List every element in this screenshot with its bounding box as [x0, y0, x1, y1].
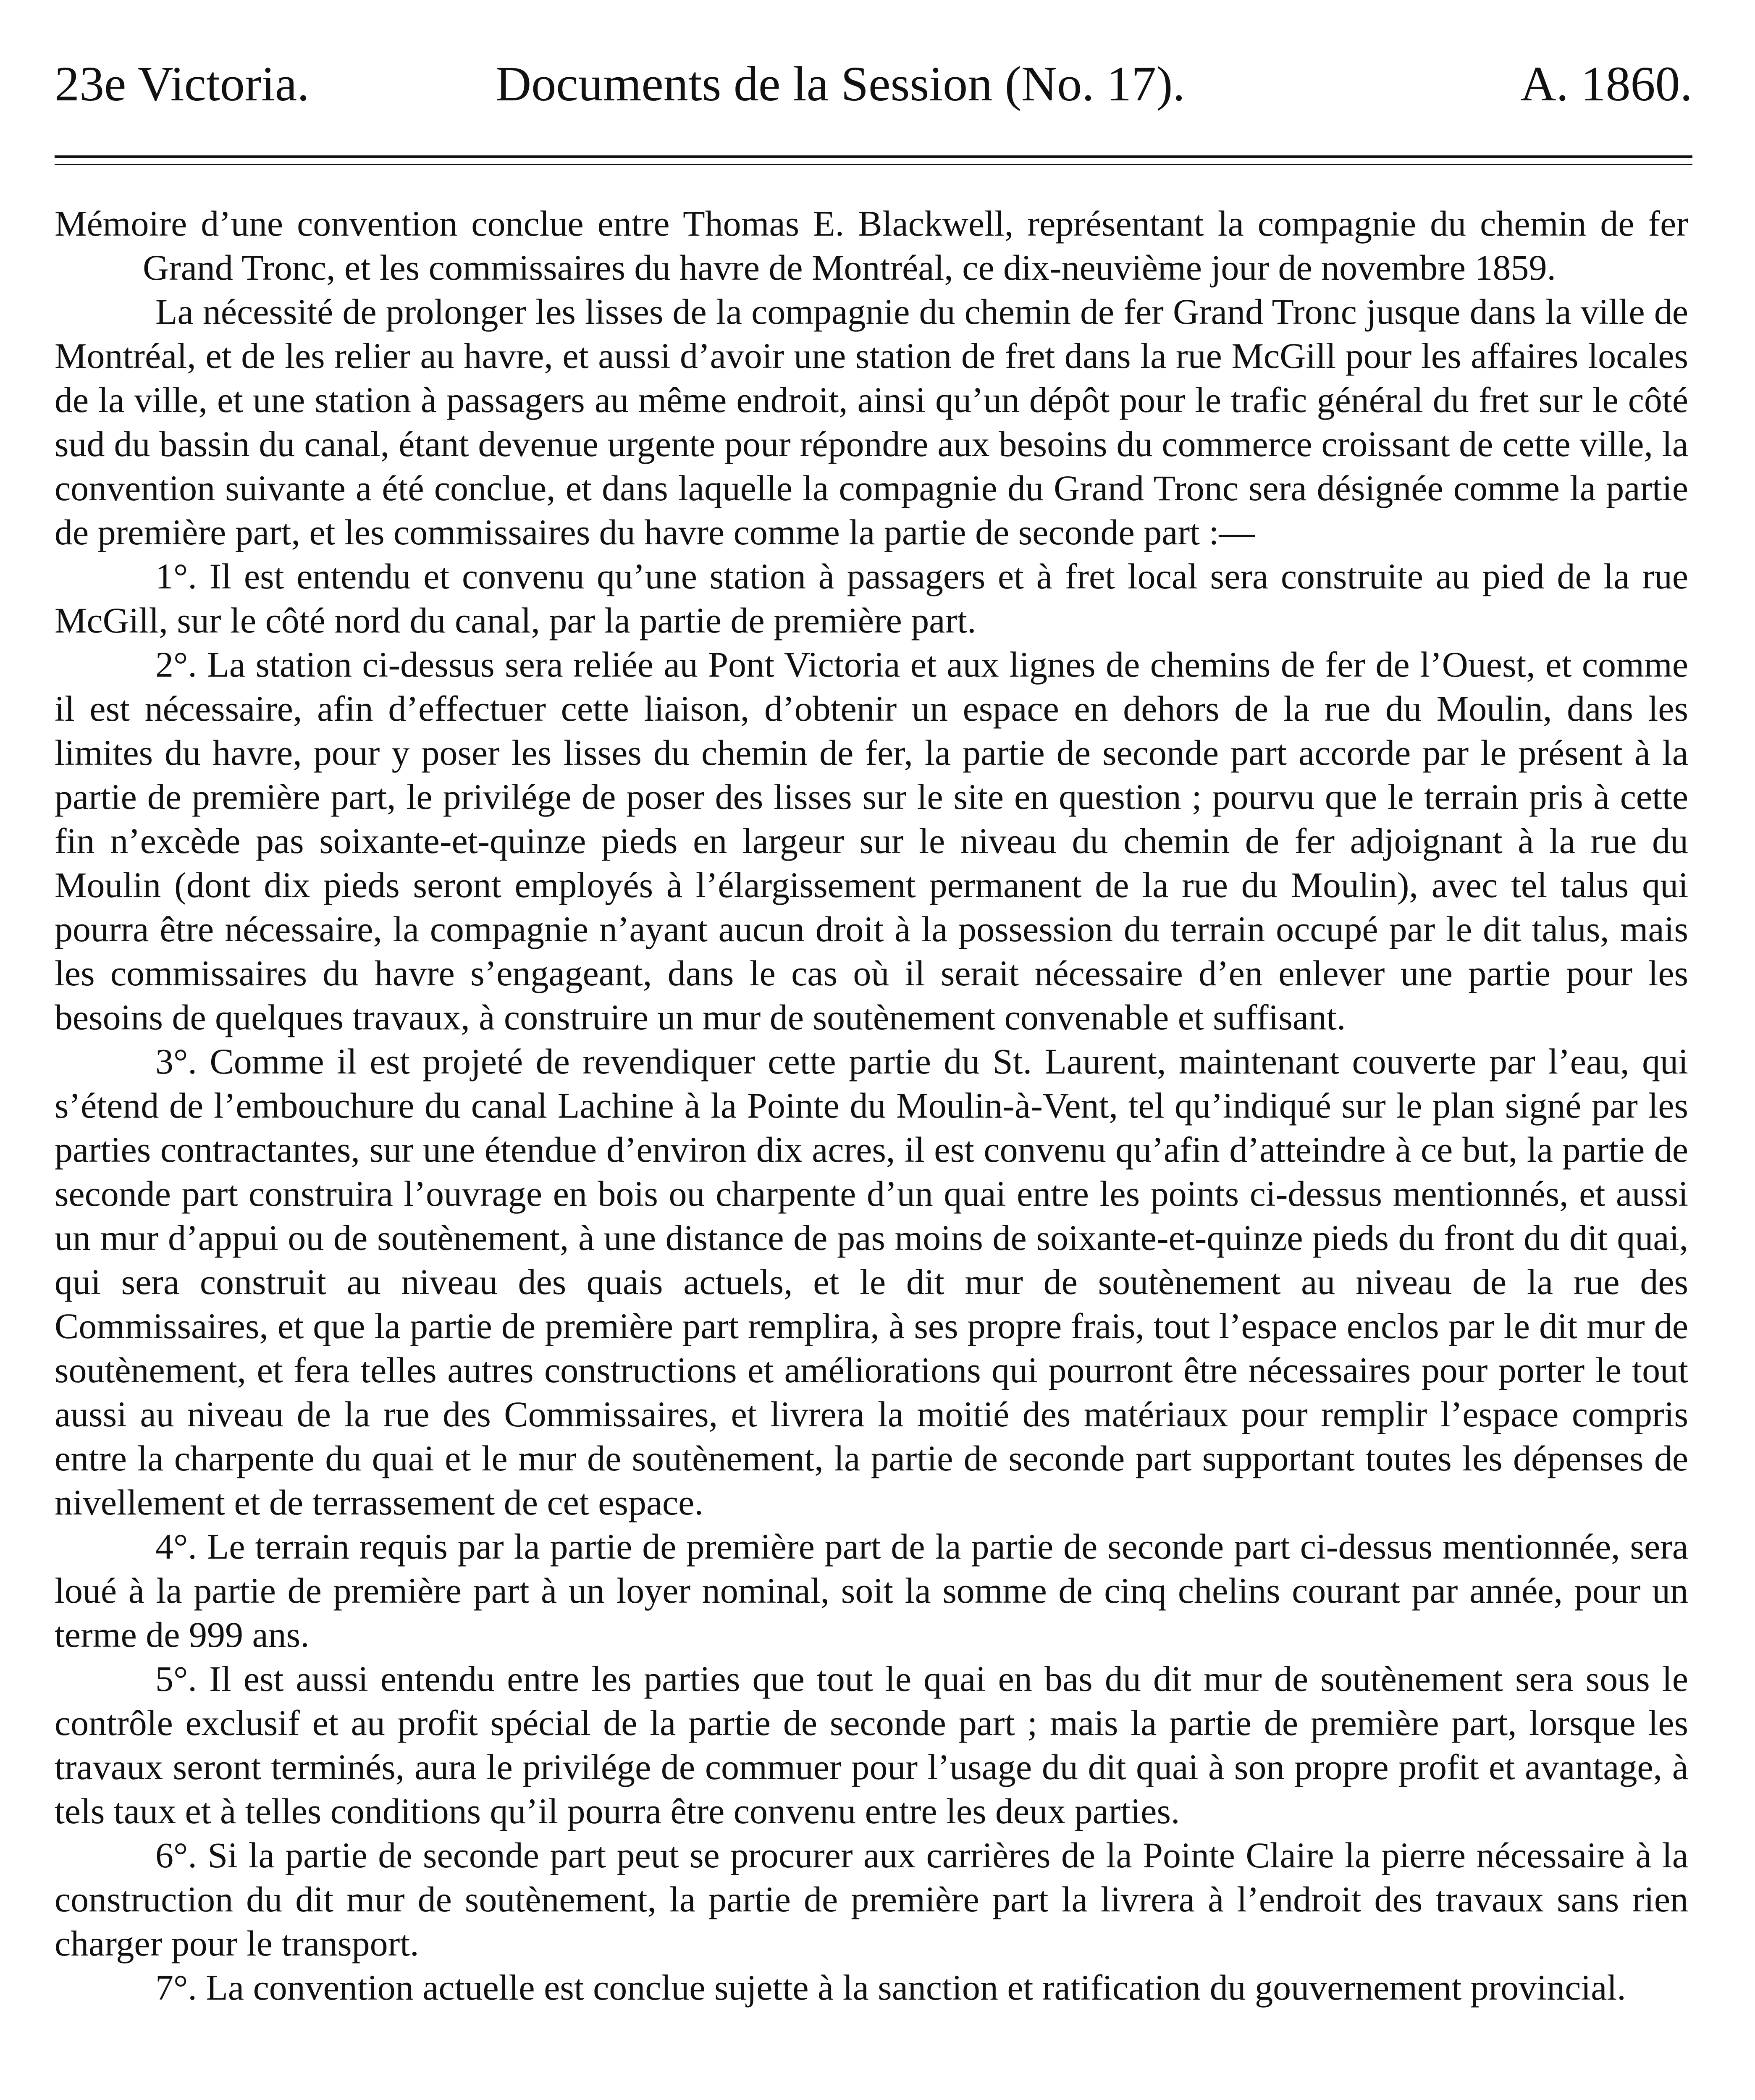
article-5: 5°. Il est aussi entendu entre les parties que tout le quai en bas du dit mur de soutènement sera sous le contrôle exclusif et au profit spécial de la partie de seconde part ; mais la partie de première part, lorsque les travaux seront terminés, aura le privilége de commuer pour l’usage du dit quai à son propre profit et avantage, à tels taux et à telles conditions qu’il pourra être convenu entre les deux parties. [55, 1659, 1688, 1831]
article-7: 7°. La convention actuelle est conclue sujette à la sanction et ratification du gouvernement provincial. [155, 1967, 1626, 2008]
article-1: 1°. Il est entendu et convenu qu’une station à passagers et à fret local sera construite au pied de la rue McGill, sur le côté nord du canal, par la partie de première part. [55, 556, 1688, 640]
intro-paragraph: Mémoire d’une convention conclue entre Thomas E. Blackwell, représentant la compagnie du chemin de fer Grand Tronc, et les commissaires du havre de Montréal, ce dix-neuvième jour de novembre 1859. [55, 203, 1688, 288]
header-rule-thick [55, 155, 1692, 158]
document-body [55, 202, 1688, 2010]
header-rule-thin [55, 164, 1692, 165]
header-session-title: Documents de la Session (No. 17). [496, 56, 1185, 111]
article-4: 4°. Le terrain requis par la partie de première part de la partie de seconde part ci-dessus mentionnée, sera loué à la partie de première part à un loyer nominal, soit la somme de cinq chelins courant par année, pour un terme de 999 ans. [55, 1526, 1688, 1655]
header-year: A. 1860. [1520, 56, 1692, 111]
article-2: 2°. La station ci-dessus sera reliée au Pont Victoria et aux lignes de chemins de fer de l’Ouest, et comme il est nécessaire, afin d’effectuer cette liaison, d’obtenir un espace en dehors de la rue du Moulin, dans les limites du havre, pour y poser les lisses du chemin de fer, la partie de seconde part accorde par le présent à la partie de première part, le privilége de poser des lisses sur le site en question ; pourvu que le terrain pris à cette fin n’excède pas soixante-et-quinze pieds en largeur sur le niveau du chemin de fer adjoignant à la rue du Moulin (dont dix pieds seront employés à l’élargissement permanent de la rue du Moulin), avec tel talus qui pourra être nécessaire, la compagnie n’ayant aucun droit à la possession du terrain occupé par le dit talus, mais les commissaires du havre s’engageant, dans le cas où il serait nécessaire d’en enlever une partie pour les besoins de quelques travaux, à construire un mur de soutènement convenable et suffisant. [55, 644, 1688, 1037]
article-3: 3°. Comme il est projeté de revendiquer cette partie du St. Laurent, maintenant couverte par l’eau, qui s’étend de l’embouchure du canal Lachine à la Pointe du Moulin-à-Vent, tel qu’indiqué sur le plan signé par les parties contractantes, sur une étendue d’environ dix acres, il est convenu qu’afin d’atteindre à ce but, la partie de seconde part construira l’ouvrage en bois ou charpente d’un quai entre les points ci-dessus mentionnés, et aussi un mur d’appui ou de soutènement, à une distance de pas moins de soixante-et-quinze pieds du front du dit quai, qui sera construit au niveau des quais actuels, et le dit mur de soutènement au niveau de la rue des Commissaires, et que la partie de première part remplira, à ses propre frais, tout l’espace enclos par le dit mur de soutènement, et fera telles autres constructions et améliorations qui pourront être nécessaires pour porter le tout aussi au niveau de la rue des Commissaires, et livrera la moitié des matériaux pour remplir l’espace compris entre la charpente du quai et le mur de soutènement, la partie de seconde part supportant toutes les dépenses de nivellement et de terrassement de cet espace. [55, 1041, 1688, 1522]
preamble-paragraph: La nécessité de prolonger les lisses de la compagnie du chemin de fer Grand Tronc jusque dans la ville de Montréal, et de les relier au havre, et aussi d’avoir une station de fret dans la rue McGill pour les affaires locales de la ville, et une station à passagers au même endroit, ainsi qu’un dépôt pour le trafic général du fret sur le côté sud du bassin du canal, étant devenue urgente pour répondre aux besoins du commerce croissant de cette ville, la convention suivante a été conclue, et dans laquelle la compagnie du Grand Tronc sera désignée comme la partie de première part, et les commissaires du havre comme la partie de seconde part :— [55, 291, 1688, 552]
header-volume: 23e Victoria. [55, 56, 310, 111]
article-6: 6°. Si la partie de seconde part peut se procurer aux carrières de la Pointe Claire la pierre nécessaire à la construction du dit mur de soutènement, la partie de première part la livrera à l’endroit des travaux sans rien charger pour le transport. [55, 1835, 1688, 1964]
running-header [55, 52, 1692, 116]
